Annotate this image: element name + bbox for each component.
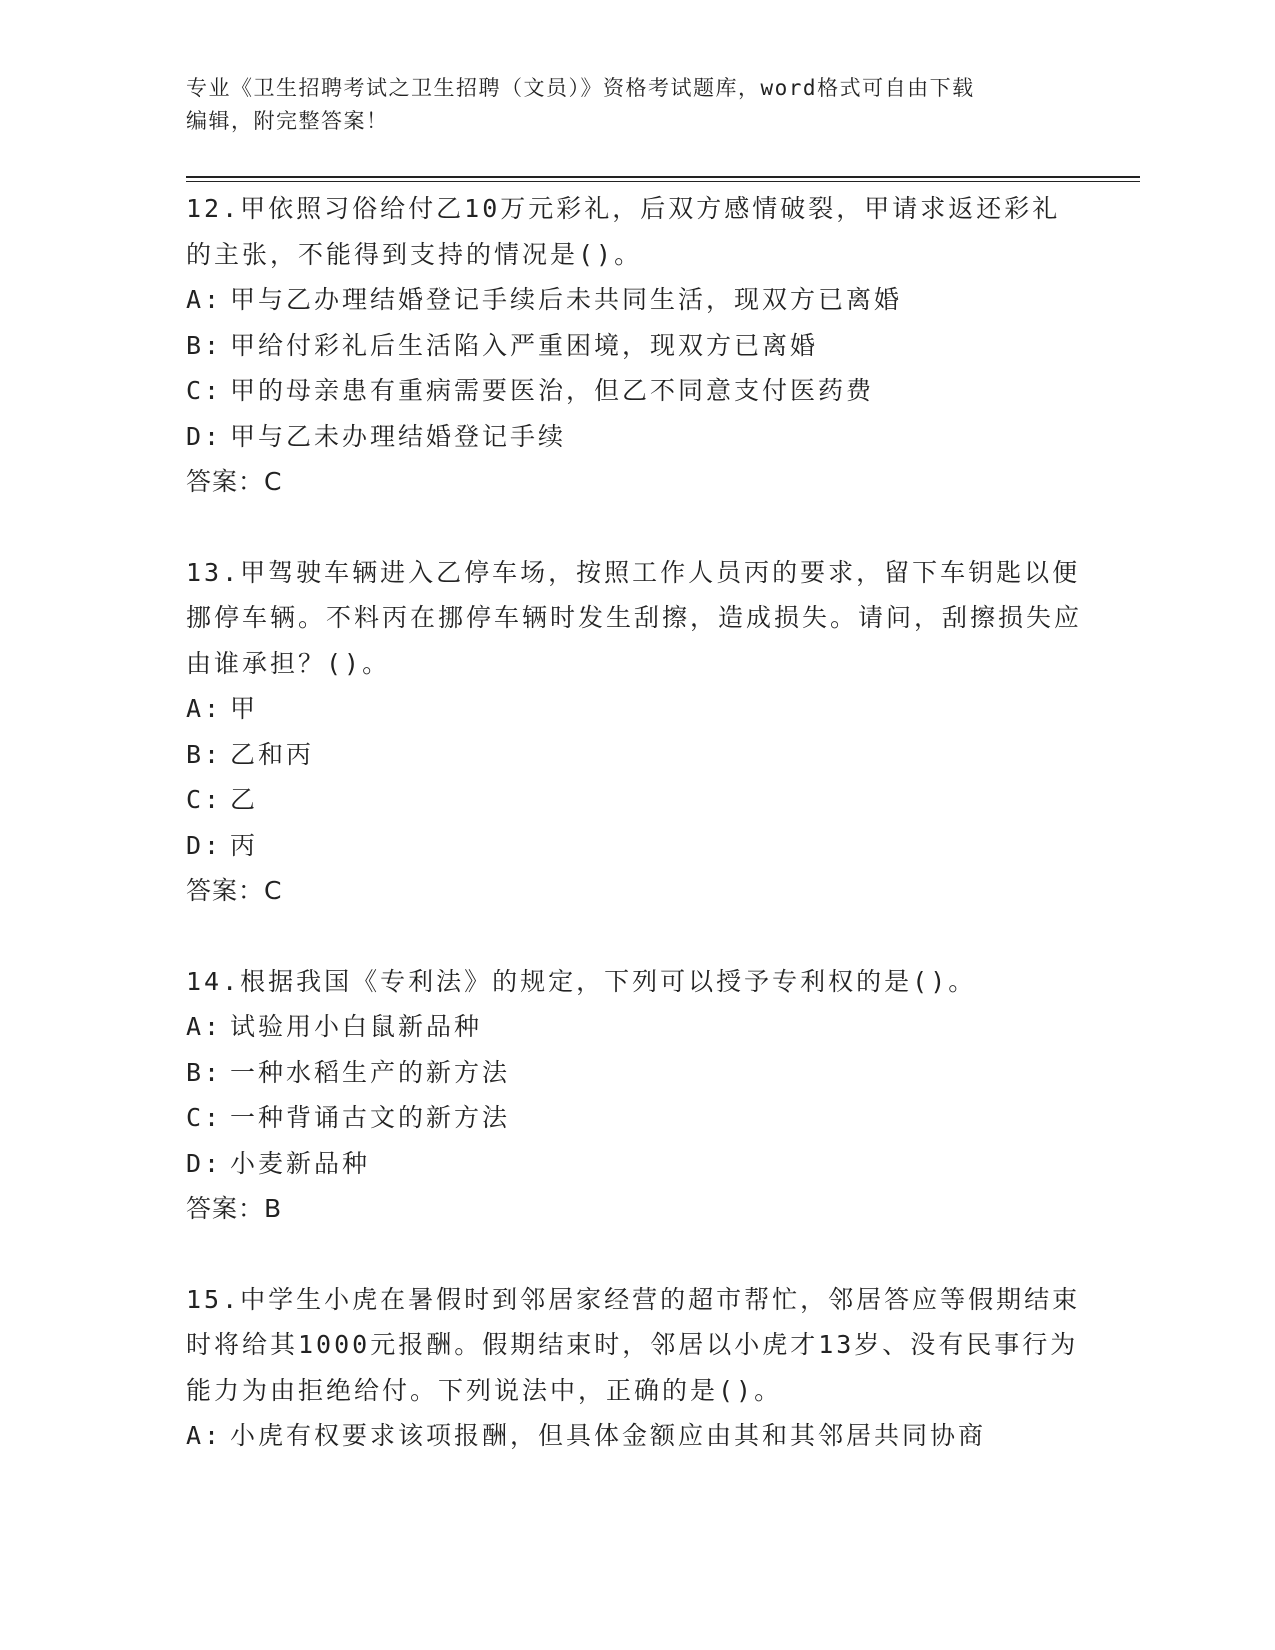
option-text: 甲	[230, 694, 259, 723]
question-14	[186, 959, 1086, 1232]
question-text: 13.甲驾驶车辆进入乙停车场，按照工作人员丙的要求，留下车钥匙以便挪停车辆。不料丙在挪停车辆时发生刮擦，造成损失。请问，刮擦损失应由谁承担？()。	[186, 557, 1083, 678]
option-text: 甲给付彩礼后生活陷入严重困境，现双方已离婚	[230, 330, 819, 360]
option-c	[186, 368, 1086, 414]
option-a	[186, 277, 1086, 323]
option-letter: C:	[186, 376, 223, 405]
document-header	[186, 72, 1086, 138]
option-letter: A:	[186, 1421, 223, 1450]
question-text: 15.中学生小虎在暑假时到邻居家经营的超市帮忙，邻居答应等假期结束时将给其1000元报酬。假期结束时，邻居以小虎才13岁、没有民事行为能力为由拒绝给付。下列说法中，正确的是()。	[186, 1284, 1081, 1405]
header-line-2: 编辑，附完整答案！	[186, 109, 389, 133]
option-d	[186, 823, 1086, 869]
option-a	[186, 1413, 1086, 1459]
option-d	[186, 414, 1086, 460]
option-text: 小虎有权要求该项报酬，但具体金额应由其和其邻居共同协商	[230, 1421, 987, 1450]
option-text: 甲与乙未办理结婚登记手续	[230, 421, 567, 451]
option-letter: B:	[186, 739, 223, 769]
option-b	[186, 323, 1086, 369]
option-letter: C:	[186, 1103, 223, 1132]
option-text: 乙	[230, 785, 259, 814]
answer-line: 答案：C	[186, 876, 283, 905]
option-text: 一种背诵古文的新方法	[230, 1103, 511, 1132]
option-letter: A:	[186, 1012, 223, 1041]
question-12	[186, 186, 1086, 505]
option-c	[186, 777, 1086, 823]
question-text: 14.根据我国《专利法》的规定，下列可以授予专利权的是()。	[186, 966, 977, 996]
option-letter: D:	[186, 830, 223, 860]
option-text: 一种水稻生产的新方法	[230, 1057, 511, 1087]
option-letter: D:	[186, 421, 223, 451]
header-divider-thin	[186, 181, 1140, 182]
option-d	[186, 1141, 1086, 1187]
option-a	[186, 686, 1086, 732]
option-text: 乙和丙	[230, 739, 315, 769]
question-spacer	[186, 1232, 1086, 1277]
question-15	[186, 1277, 1086, 1459]
option-text: 试验用小白鼠新品种	[230, 1012, 483, 1041]
option-letter: B:	[186, 330, 223, 360]
option-letter: C:	[186, 785, 223, 814]
option-letter: A:	[186, 694, 223, 723]
option-b	[186, 1050, 1086, 1096]
option-letter: A:	[186, 285, 223, 314]
option-text: 甲与乙办理结婚登记手续后未共同生活，现双方已离婚	[230, 285, 903, 314]
question-text: 12.甲依照习俗给付乙10万元彩礼，后双方感情破裂，甲请求返还彩礼的主张，不能得到支持的情况是()。	[186, 194, 1061, 269]
option-text: 甲的母亲患有重病需要医治，但乙不同意支付医药费	[230, 376, 875, 405]
question-spacer	[186, 914, 1086, 959]
option-text: 小麦新品种	[230, 1148, 371, 1178]
option-letter: B:	[186, 1057, 223, 1087]
header-divider-thick	[186, 176, 1140, 178]
option-a	[186, 1004, 1086, 1050]
option-letter: D:	[186, 1148, 223, 1178]
question-spacer	[186, 505, 1086, 550]
question-list	[186, 186, 1086, 1459]
option-text: 丙	[230, 830, 259, 860]
option-b	[186, 732, 1086, 778]
answer-line: 答案：C	[186, 467, 283, 496]
header-line-1: 专业《卫生招聘考试之卫生招聘（文员）》资格考试题库，word格式可自由下载	[186, 76, 975, 100]
question-13	[186, 550, 1086, 914]
answer-line: 答案：B	[186, 1194, 283, 1223]
option-c	[186, 1095, 1086, 1141]
